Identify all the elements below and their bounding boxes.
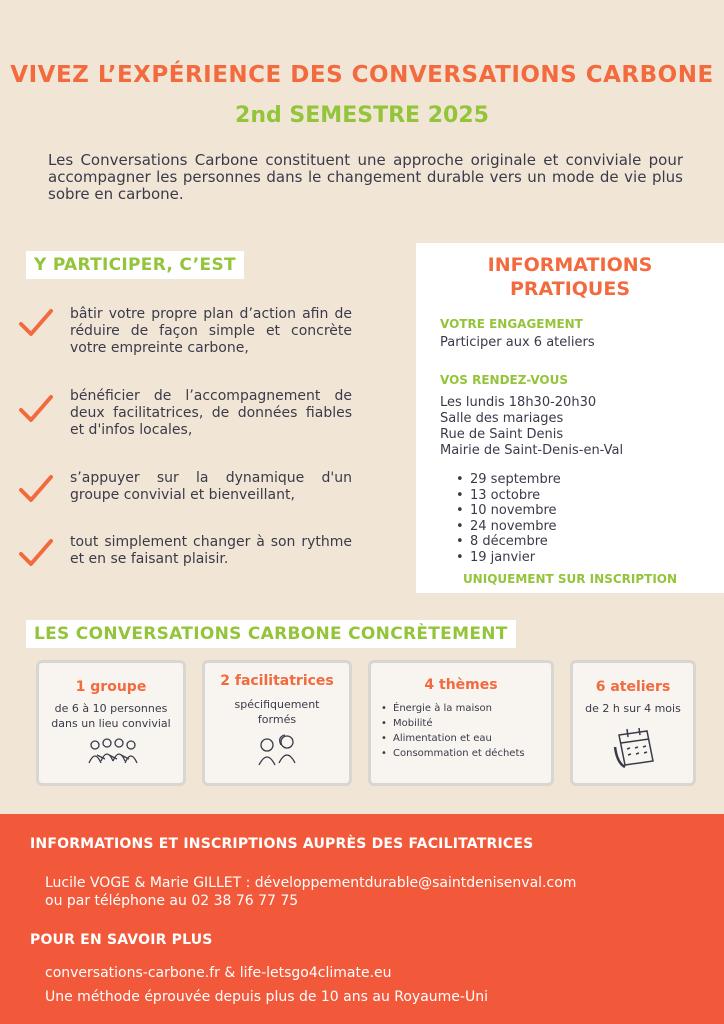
info-title-line: PRATIQUES [509,278,631,300]
card-group [36,660,186,786]
card-facilitators [202,660,352,786]
dates-list [456,472,561,566]
theme-item: • Alimentation et eau [381,731,525,746]
engagement-text: Participer aux 6 ateliers [440,335,595,350]
checkmark-icon [18,308,54,338]
page-title: VIVEZ L’EXPÉRIENCE DES CONVERSATIONS CARBONE [10,62,714,88]
date-item: • 8 décembre [456,534,561,550]
info-title-line: INFORMATIONS [487,254,653,276]
card-title: 1 groupe [75,679,147,695]
card-line: de 2 h sur 4 mois [585,702,681,715]
method-note: Une méthode éprouvée depuis plus de 10 ans au Royaume-Uni [45,989,488,1005]
contact-line: Lucile VOGE & Marie GILLET : développementdurable@saintdenisenval.com [45,875,577,891]
rdv-line: Rue de Saint Denis [440,427,564,442]
card-line: spécifiquement [234,698,320,711]
themes-list [381,701,525,761]
checkmark-icon [18,474,54,504]
footer [0,814,724,1024]
card-text [205,697,349,727]
checkmark-icon [18,538,54,568]
date-item: • 29 septembre [456,472,561,488]
calendar-icon [613,727,659,769]
list-item-text: s’appuyer sur la dynamique d'un groupe convivial et bienveillant, [70,470,352,503]
websites-link[interactable]: conversations-carbone.fr & life-letsgo4climate.eu [45,965,392,981]
concrete-heading: LES CONVERSATIONS CARBONE CONCRÈTEMENT [26,620,516,648]
registration-note: UNIQUEMENT SUR INSCRIPTION [462,572,678,586]
list-item-text: tout simplement changer à son rythme et en se faisant plaisir. [70,534,352,567]
theme-item: • Énergie à la maison [381,701,525,716]
rdv-line: Mairie de Saint-Denis-en-Val [440,443,624,458]
rdv-label: VOS RENDEZ-VOUS [440,373,568,387]
participate-heading: Y PARTICIPER, C’EST [26,251,244,279]
card-line: de 6 à 10 personnes [54,702,168,715]
card-title: 2 facilitatrices [220,673,334,689]
date-item: • 13 octobre [456,488,561,504]
card-text [39,701,183,731]
date-item: • 24 novembre [456,519,561,535]
intro-paragraph: Les Conversations Carbone constituent une approche originale et conviviale pour accompagner les personnes dans le changement durable vers un mode de vie plus sobre en carbone. [48,151,683,203]
rdv-details [440,395,623,459]
group-icon [87,737,139,767]
card-title: 4 thèmes [424,677,498,693]
list-item-text: bâtir votre propre plan d’action afin de réduire de façon simple et concrète votre empreinte carbone, [70,306,352,356]
card-themes [368,660,554,786]
footer-heading-more: POUR EN SAVOIR PLUS [30,932,213,948]
footer-heading: INFORMATIONS ET INSCRIPTIONS AUPRÈS DES FACILITATRICES [30,836,534,852]
contact-phone: ou par téléphone au 02 38 76 77 75 [45,893,299,909]
list-item-text: bénéficier de l’accompagnement de deux facilitatrices, de données fiables et d'infos locales, [70,388,352,438]
info-panel [416,243,724,593]
checkmark-icon [18,394,54,424]
card-line: dans un lieu convivial [51,717,171,730]
page-subtitle: 2nd SEMESTRE 2025 [235,103,489,128]
info-title [416,253,724,301]
card-text [573,701,693,716]
card-workshops [570,660,696,786]
rdv-line: Salle des mariages [440,411,564,426]
card-line: formés [257,713,297,726]
engagement-label: VOTRE ENGAGEMENT [440,317,583,331]
date-item: • 10 novembre [456,503,561,519]
theme-item: • Mobilité [381,716,525,731]
rdv-line: Les lundis 18h30-20h30 [440,395,597,410]
people-icon [255,733,301,767]
date-item: • 19 janvier [456,550,561,566]
theme-item: • Consommation et déchets [381,746,525,761]
card-title: 6 ateliers [595,679,671,695]
